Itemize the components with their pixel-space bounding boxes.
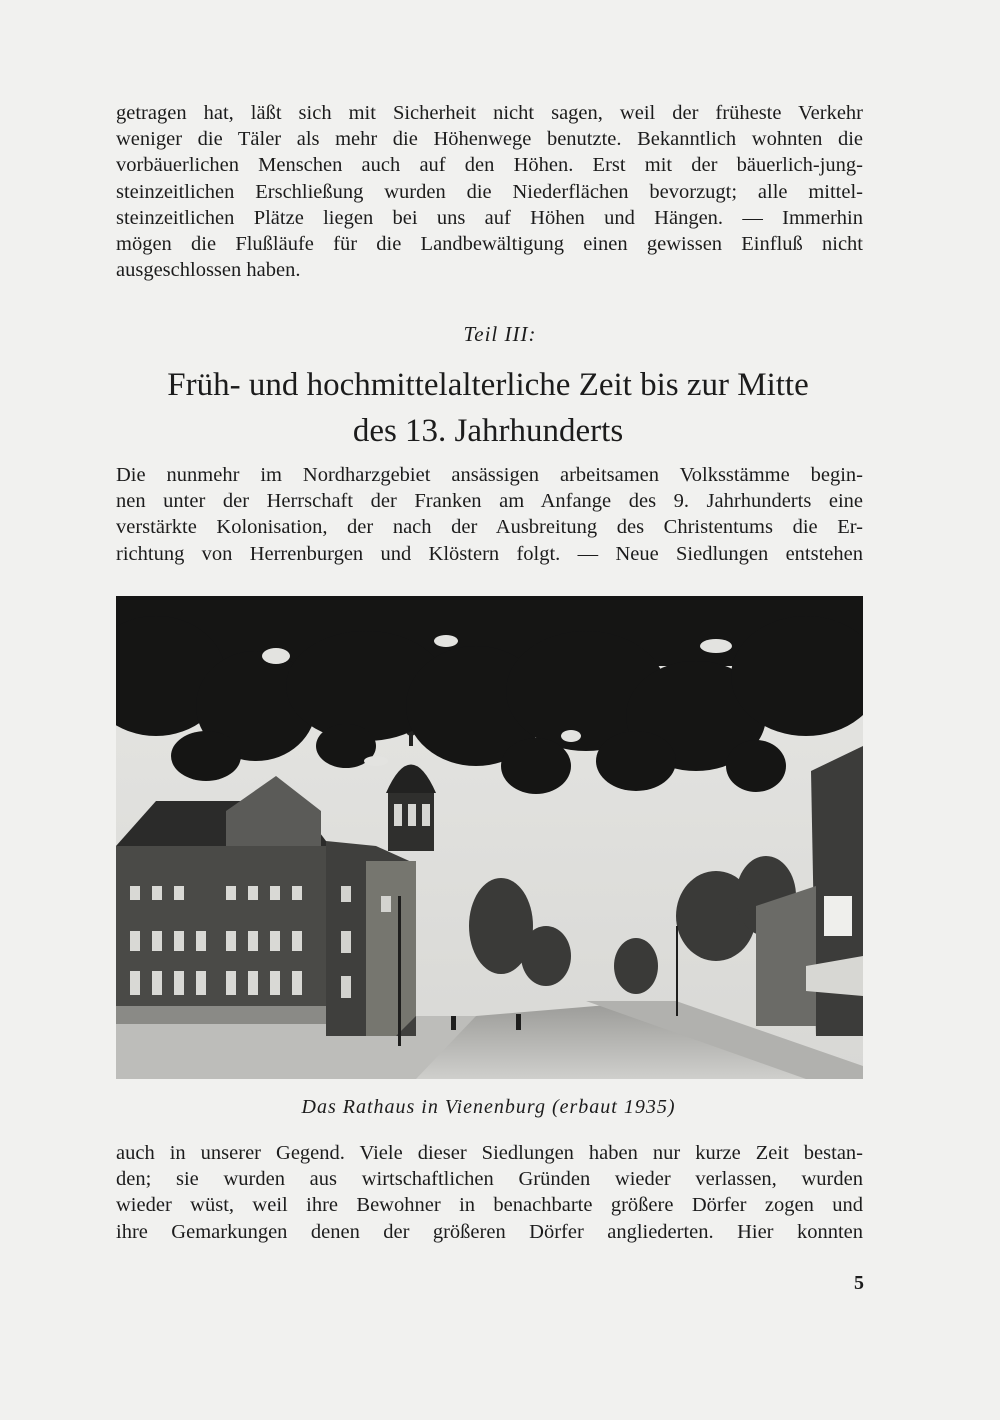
chapter-heading [0, 362, 976, 454]
town-hall-photo [116, 596, 863, 1079]
text-line: nen unter der Herrschaft der Franken am Anfange des 9. Jahrhunderts eine [116, 490, 863, 513]
heading-line: des 13. Jahrhunderts [352, 413, 624, 449]
paragraph-intro [116, 100, 863, 283]
paragraph-settlements [116, 1140, 863, 1245]
text-line: vorbäuerlichen Menschen auch auf den Höhen. Erst mit der bäuerlich-jung- [116, 154, 863, 177]
text-line: auch in unserer Gegend. Viele dieser Siedlungen haben nur kurze Zeit bestan- [116, 1142, 863, 1164]
text-line: ihre Gemarkungen denen der größeren Dörfer angliederten. Hier konnten [116, 1220, 863, 1243]
section-label: Teil III: [463, 322, 537, 346]
text-line: verstärkte Kolonisation, der nach der Ausbreitung des Christentums die Er- [116, 516, 863, 539]
paragraph-colonisation [116, 462, 863, 567]
text-line: ausgeschlossen haben. [116, 259, 301, 282]
text-line: mögen die Flußläufe für die Landbewältigung einen gewissen Einfluß nicht [116, 233, 863, 256]
text-line: den; sie wurden aus wirtschaftlichen Gründen wieder verlassen, wurden [116, 1168, 863, 1191]
text-line: wieder wüst, weil ihre Bewohner in benachbarte größere Dörfer zogen und [116, 1194, 863, 1217]
text-line: getragen hat, läßt sich mit Sicherheit nicht sagen, weil der früheste Verkehr [116, 102, 863, 124]
text-line: richtung von Herrenburgen und Klöstern folgt. — Neue Siedlungen entstehen [116, 542, 863, 565]
text-line: steinzeitlichen Erschließung wurden die Niederflächen bevorzugt; alle mittel- [116, 180, 863, 203]
page-number: 5 [854, 1272, 864, 1294]
text-line: weniger die Täler als mehr die Höhenwege benutzte. Bekanntlich wohnten die [116, 128, 863, 151]
heading-line: Früh- und hochmittelalterliche Zeit bis zur Mitte [167, 367, 809, 403]
chestnut-canopy [116, 596, 863, 794]
text-line: Die nunmehr im Nordharzgebiet ansässigen arbeitsamen Volksstämme begin- [116, 464, 863, 486]
text-line: steinzeitlichen Plätze liegen bei uns auf Höhen und Hängen. — Immerhin [116, 206, 863, 229]
figure-caption: Das Rathaus in Vienenburg (erbaut 1935) [301, 1096, 676, 1118]
